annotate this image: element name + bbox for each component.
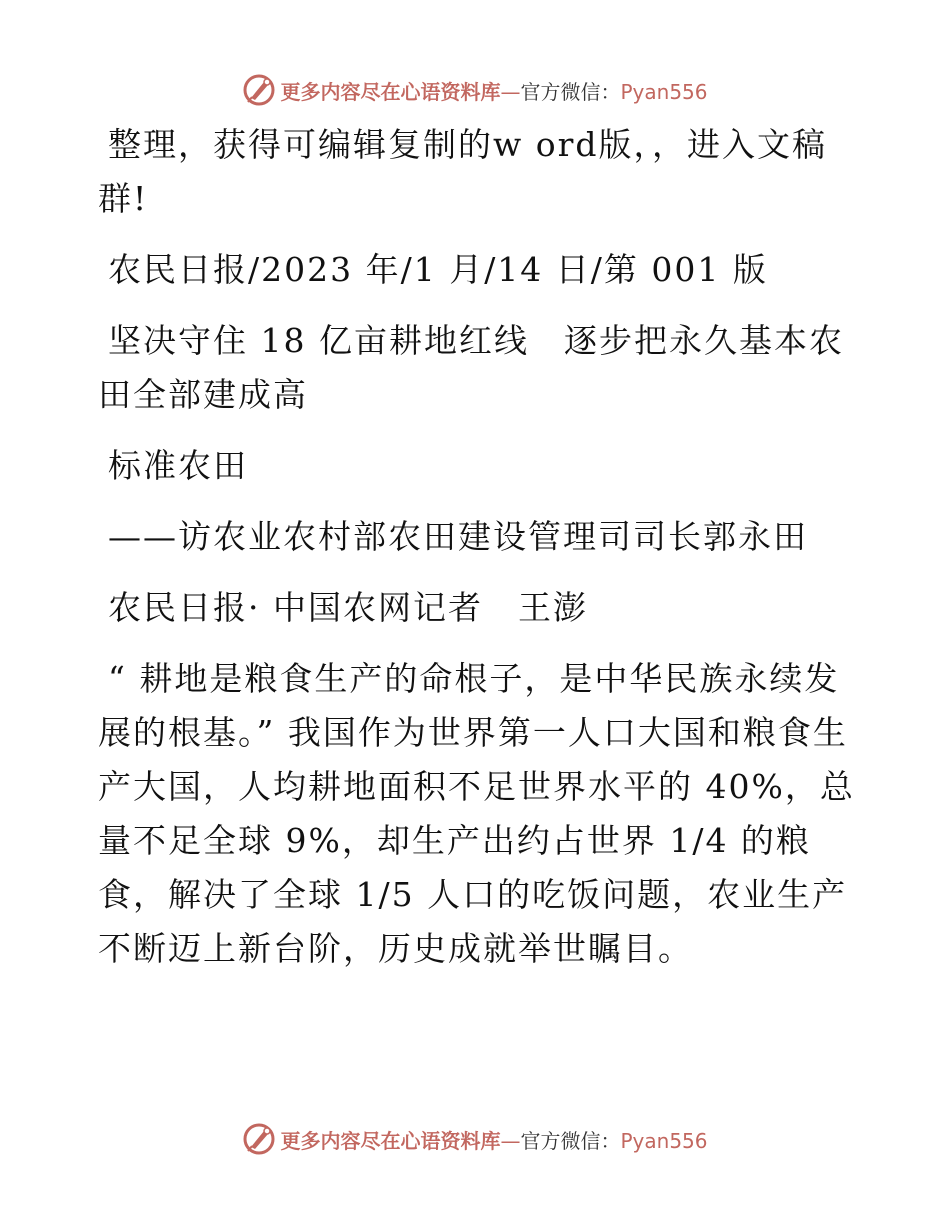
- byline: 农民日报· 中国农网记者 王澎: [108, 588, 588, 627]
- body-paragraph: “ 耕地是粮食生产的命根子，是中华民族永续发展的根基。” 我国作为世界第一人口大国和粮食生产大国，人均耕地面积不足世界水平的 40%，总量不足全球 9%，却生产出约占世界 1/4 的粮食，解决了全球 1/5 人口的吃饭问题，农业生产不断迈上新台阶，历史成就举世瞩目。: [98, 659, 855, 968]
- intro-paragraph: 整理，获得可编辑复制的w ord版，，进入文稿群!: [98, 125, 828, 218]
- header-text: [280, 76, 707, 105]
- footer-banner: [0, 1119, 950, 1159]
- header-brand-text: 更多内容尽在心语资料库: [280, 79, 501, 104]
- footer-wechat-label: 官方微信：: [520, 1128, 621, 1153]
- quill-pen-icon: [242, 73, 276, 107]
- header-wechat-label: 官方微信：: [520, 79, 621, 104]
- header-banner: [0, 70, 950, 110]
- footer-text: [280, 1125, 707, 1154]
- footer-wechat-id: Pyan556: [620, 1128, 708, 1153]
- footer-brand-text: 更多内容尽在心语资料库: [280, 1128, 501, 1153]
- dateline: 农民日报/2023 年/1 月/14 日/第 001 版: [108, 250, 768, 289]
- footer-separator: —: [500, 1128, 521, 1153]
- headline-continuation: 标准农田: [108, 446, 248, 485]
- headline: 坚决守住 18 亿亩耕地红线 逐步把永久基本农田全部建成高: [98, 321, 844, 414]
- header-separator: —: [500, 79, 521, 104]
- subtitle: ——访农业农村部农田建设管理司司长郭永田: [108, 517, 808, 556]
- quill-pen-icon: [242, 1122, 276, 1156]
- document-body: [98, 118, 858, 976]
- header-wechat-id: Pyan556: [620, 79, 708, 104]
